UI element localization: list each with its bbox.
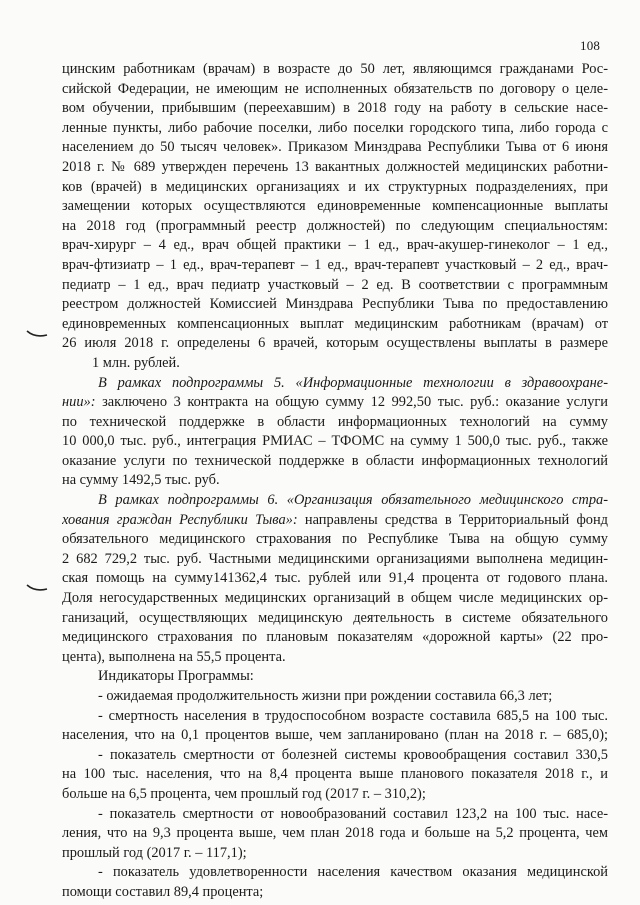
text-line bbox=[62, 178, 608, 198]
text-line bbox=[62, 217, 608, 237]
body-text: по технической поддержке в области информационных технологий на сумму bbox=[62, 413, 608, 430]
text-line bbox=[62, 60, 608, 80]
text-line bbox=[62, 256, 608, 276]
text-line bbox=[62, 511, 608, 531]
body-text: больше на 6,5 процента, чем прошлый год (2017 г. – 310,2); bbox=[62, 785, 426, 802]
body-text: ганизаций, осуществляющих медицинскую деятельность в системе обязательного bbox=[62, 609, 608, 626]
text-line bbox=[62, 530, 608, 550]
text-line bbox=[62, 863, 608, 883]
body-text: 10 000,0 тыс. руб., интеграция РМИАС – ТФОМС на сумму 1 500,0 тыс. руб., также bbox=[62, 433, 608, 450]
body-text: сийской Федерации, не имеющим не исполненных обязательств по договору о целе- bbox=[62, 80, 608, 97]
body-text: Доля негосударственных медицинских организаций в общем числе медицинских ор- bbox=[62, 590, 608, 607]
text-line bbox=[62, 628, 608, 648]
body-text: прошлый год (2017 г. – 117,1); bbox=[62, 844, 247, 861]
body-text: на 100 тыс. населения, что на 8,4 процента выше планового показателя 2018 г., и bbox=[62, 766, 608, 783]
text-line bbox=[62, 99, 608, 119]
text-line bbox=[62, 197, 608, 217]
body-text: на сумму 1492,5 тыс. руб. bbox=[62, 472, 220, 489]
text-line bbox=[62, 550, 608, 570]
text-line bbox=[62, 648, 608, 668]
body-text: реестром должностей Комиссией Минздрава Республики Тыва по предоставлению bbox=[62, 296, 608, 313]
body-text: - ожидаемая продолжительность жизни при рождении составила 66,3 лет; bbox=[98, 688, 553, 704]
text-line bbox=[62, 315, 608, 335]
body-text: на 2018 год (программный реестр должностей) по следующим специальностям: bbox=[62, 217, 608, 234]
text-line bbox=[62, 413, 608, 433]
body-text: 26 июля 2018 г. определены 6 врачей, которым осуществлены выплаты в размере bbox=[62, 335, 608, 352]
text-line bbox=[62, 569, 608, 589]
body-text: ская помощь на сумму141362,4 тыс. рублей или 91,4 процента от годового плана. bbox=[62, 570, 608, 587]
body-text: 2018 г. № 689 утвержден перечень 13 вакантных должностей медицинских работни- bbox=[62, 158, 608, 175]
text-line bbox=[62, 471, 608, 491]
body-text: населением до 50 тысяч человек». Приказом Минздрава Республики Тыва от 6 июня bbox=[62, 139, 608, 156]
body-text: врач-хирург – 4 ед., врач общей практики – 1 ед., врач-акушер-гинеколог – 1 ед., bbox=[62, 237, 608, 254]
text-line bbox=[62, 785, 608, 805]
body-text: врач-фтизиатр – 1 ед., врач-терапевт – 1 ед., врач-терапевт участковый – 2 ед., врач- bbox=[62, 256, 608, 273]
body-text: вом обучении, прибывшим (переехавшим) в 2018 году на работу в сельские насе- bbox=[62, 100, 608, 117]
body-text: заключено 3 контракта на общую сумму 12 992,50 тыс. руб.: оказание услуги bbox=[95, 394, 608, 411]
body-text: цинским работникам (врачам) в возрасте до 50 лет, являющимся гражданами Рос- bbox=[62, 61, 608, 77]
text-line bbox=[62, 589, 608, 609]
body-text: Индикаторы Программы: bbox=[98, 668, 254, 685]
text-line bbox=[62, 236, 608, 256]
text-line bbox=[62, 276, 608, 296]
text-line bbox=[62, 765, 608, 785]
body-text: 2 682 729,2 тыс. руб. Частными медицинскими организациями выполнена медицин- bbox=[62, 550, 608, 567]
text-line bbox=[62, 354, 608, 374]
text-line bbox=[62, 844, 608, 864]
text-line bbox=[62, 687, 608, 707]
body-text: помощи составил 89,4 процента; bbox=[62, 883, 264, 900]
text-line bbox=[62, 80, 608, 100]
text-line bbox=[62, 746, 608, 766]
body-text: ления, что на 9,3 процента выше, чем план 2018 года и больше на 5,2 процента, чем bbox=[62, 825, 608, 842]
page-number: 108 bbox=[580, 38, 601, 53]
body-text: педиатр – 1 ед., врач педиатр участковый – 2 ед. В соответствии с программным bbox=[62, 276, 608, 293]
italic-heading-text: хования граждан Республики Тыва»: bbox=[62, 511, 298, 528]
body-text: ков (врачей) в медицинских организациях и их структурных подразделениях, при bbox=[62, 178, 608, 195]
text-line bbox=[62, 609, 608, 629]
text-line bbox=[62, 334, 608, 354]
body-text: направлены средства в Территориальный фонд bbox=[297, 511, 608, 528]
text-line bbox=[62, 883, 608, 903]
text-line bbox=[62, 138, 608, 158]
document-body bbox=[62, 60, 608, 903]
text-line bbox=[62, 295, 608, 315]
body-text: ленные пункты, либо рабочие поселки, либо поселки городского типа, либо города с bbox=[62, 119, 608, 136]
text-line bbox=[62, 432, 608, 452]
body-text: замещении которых осуществляются единовременные компенсационные выплаты bbox=[62, 198, 608, 215]
text-line bbox=[62, 374, 608, 394]
body-text: - показатель смертности от болезней системы кровообращения составил 330,5 bbox=[98, 746, 608, 763]
body-text: медицинского страхования по плановым показателям «дорожной карты» (22 про- bbox=[62, 629, 608, 646]
text-line bbox=[62, 393, 608, 413]
text-line bbox=[62, 726, 608, 746]
body-text: населения, что на 0,1 процентов выше, чем запланировано (план на 2018 г. – 685,0); bbox=[62, 727, 608, 744]
body-text: - показатель смертности от новообразований составил 123,2 на 100 тыс. насе- bbox=[98, 805, 608, 822]
text-line bbox=[62, 452, 608, 472]
body-text: оказание услуги по технической поддержке в области информационных технологий bbox=[62, 452, 608, 469]
text-line bbox=[62, 824, 608, 844]
text-line bbox=[62, 667, 608, 687]
body-text: единовременных компенсационных выплат медицинским работникам (врачам) от bbox=[62, 315, 608, 332]
handwritten-check-mark bbox=[26, 583, 48, 593]
body-text: - смертность населения в трудоспособном возрасте составила 685,5 на 100 тыс. bbox=[98, 707, 608, 724]
text-line bbox=[62, 158, 608, 178]
italic-heading-text: В рамках подпрограммы 5. «Информационные технологии в здравоохране- bbox=[98, 374, 608, 391]
text-line bbox=[62, 707, 608, 727]
italic-heading-text: В рамках подпрограммы 6. «Организация обязательного медицинского стра- bbox=[98, 492, 608, 509]
body-text: цента), выполнена на 55,5 процента. bbox=[62, 648, 286, 665]
body-text: 1 млн. рублей. bbox=[92, 354, 180, 371]
handwritten-check-mark bbox=[26, 329, 48, 339]
italic-heading-text: нии»: bbox=[62, 394, 96, 411]
body-text: обязательного медицинского страхования по Республике Тыва на общую сумму bbox=[62, 531, 608, 548]
text-line bbox=[62, 805, 608, 825]
text-line bbox=[62, 119, 608, 139]
text-line bbox=[62, 491, 608, 511]
body-text: - показатель удовлетворенности населения качеством оказания медицинской bbox=[98, 864, 608, 881]
